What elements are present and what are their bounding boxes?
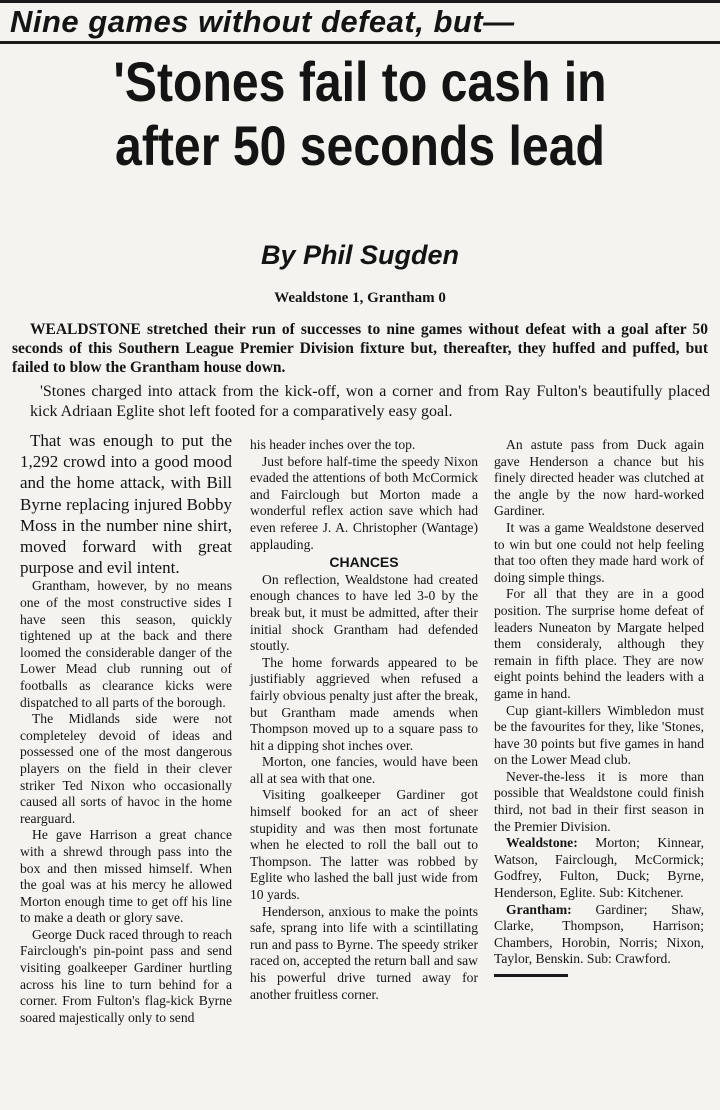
team-line-wealdstone bbox=[494, 835, 704, 901]
headline-line-1: 'Stones fail to cash in bbox=[113, 50, 607, 113]
paragraph: Never-the-less it is more than possible that Wealdstone could finish third, not bad in their first season in the Premier Division. bbox=[494, 768, 704, 834]
column-2 bbox=[250, 437, 478, 1003]
paragraph: On reflection, Wealdstone had created enough chances to have led 3-0 by the break but, it must be admitted, after their initial shock Grantham had defended stoutly. bbox=[250, 571, 478, 654]
score-line: Wealdstone 1, Grantham 0 bbox=[274, 290, 446, 306]
paragraph: He gave Harrison a great chance with a shrewd through pass into the box and then missed himself. When the goal was at his mercy he allowed Morton enough time to get off his line to make a death or glory save. bbox=[20, 827, 232, 926]
paragraph: Just before half-time the speedy Nixon evaded the attentions of both McCormick and Fairclough but Morton made a wonderful reflex action save which had even referee J. A. Christopher (Wantage) applauding. bbox=[250, 453, 478, 552]
kicker-bar bbox=[0, 0, 720, 44]
headline-line-2: after 50 seconds lead bbox=[115, 114, 605, 177]
paragraph: Grantham, however, by no means one of the most constructive sides I have seen this season, quickly tightened up at the back and there loomed the considerable danger of the Lower Mead club running out of footballs as clearance kicks were dispatched to all parts of the borough. bbox=[20, 578, 232, 710]
paragraph: The Midlands side were not completeley devoid of ideas and possessed one of the most dangerous players on the field in their clever striker Ted Nixon who occasionally caused all sorts of havoc in the home rearguard. bbox=[20, 711, 232, 826]
end-rule bbox=[494, 974, 568, 977]
byline: By Phil Sugden bbox=[260, 240, 460, 270]
paragraph: The home forwards appeared to be justifiably aggrieved when refused a fairly obvious penalty just after the break, but Grantham made amends when Thompson moved up to a square pass to hit a dipping shot inches over. bbox=[250, 654, 478, 753]
team-line-grantham bbox=[494, 902, 704, 968]
team-label: Grantham: bbox=[506, 901, 572, 917]
paragraph: For all that they are in a good position. The surprise home defeat of leaders Nuneaton by Margate helped them consideraly, although they remain in fifth place. They are now eight points behind the leaders with a game in hand. bbox=[494, 586, 704, 701]
top-rule bbox=[0, 0, 720, 3]
column-1 bbox=[20, 430, 232, 1026]
paragraph: Cup giant-killers Wimbledon must be the favourites for they, like 'Stones, have 30 points but five games in hand on the Lower Mead club. bbox=[494, 702, 704, 768]
headline bbox=[50, 50, 669, 178]
paragraph: An astute pass from Duck again gave Henderson a chance but his finely directed header was clutched at the angle by the now hard-worked Gardiner. bbox=[494, 437, 704, 519]
subhead: CHANCES bbox=[329, 554, 399, 571]
opening-paragraph: 'Stones charged into attack from the kick-off, won a corner and from Ray Fulton's beautifully placed kick Adriaan Eglite shot left footed for a comparatively easy goal. bbox=[30, 383, 710, 420]
paragraph: It was a game Wealdstone deserved to win but one could not help feeling that too often they made hard work of doing simple things. bbox=[494, 519, 704, 585]
paragraph: Morton, one fancies, would have been all at sea with that one. bbox=[250, 754, 478, 786]
team-players: Gardiner; Shaw, Clarke, Thompson, Harrison; Chambers, Horobin, Norris; Nixon, Taylor, Benskin. Sub: Crawford. bbox=[494, 901, 704, 967]
paragraph: Henderson, anxious to make the points safe, sprang into life with a scintillating run and pass to Byrne. The speedy striker raced on, accepted the return ball and saw his powerful drive turned away for another fruitless corner. bbox=[250, 903, 478, 1002]
paragraph: That was enough to put the 1,292 crowd into a good mood and the home attack, with Bill Byrne replacing injured Bobby Moss in the number nine shirt, moved forward with great purpose and evil intent. bbox=[20, 431, 232, 578]
paragraph: George Duck raced through to reach Fairclough's pin-point pass and send visiting goalkeeper Gardiner hurtling across his line to turn behind for a corner. From Fulton's flag-kick Byrne soared majestically only to send bbox=[20, 926, 232, 1025]
paragraph: his header inches over the top. bbox=[250, 437, 416, 452]
paragraph: Visiting goalkeeper Gardiner got himself booked for an act of sheer stupidity and was then most fortunate when he elected to roll the ball out to Thompson. The latter was robbed by Eglite who lashed the ball just wide from 10 yards. bbox=[250, 787, 478, 903]
team-label: Wealdstone: bbox=[506, 835, 578, 851]
team-players: Morton; Kinnear, Watson, Fairclough, McCormick; Godfrey, Fulton, Duck; Byrne, Henderson, Eglite. Sub: Kitchener. bbox=[494, 835, 704, 901]
standfirst: WEALDSTONE stretched their run of successes to nine games without defeat with a goal after 50 seconds of this Southern League Premier Division fixture but, thereafter, they huffed and puffed, but failed to blow the Grantham house down. bbox=[12, 321, 708, 376]
kicker: Nine games without defeat, but— bbox=[10, 4, 515, 39]
column-3 bbox=[494, 437, 704, 977]
